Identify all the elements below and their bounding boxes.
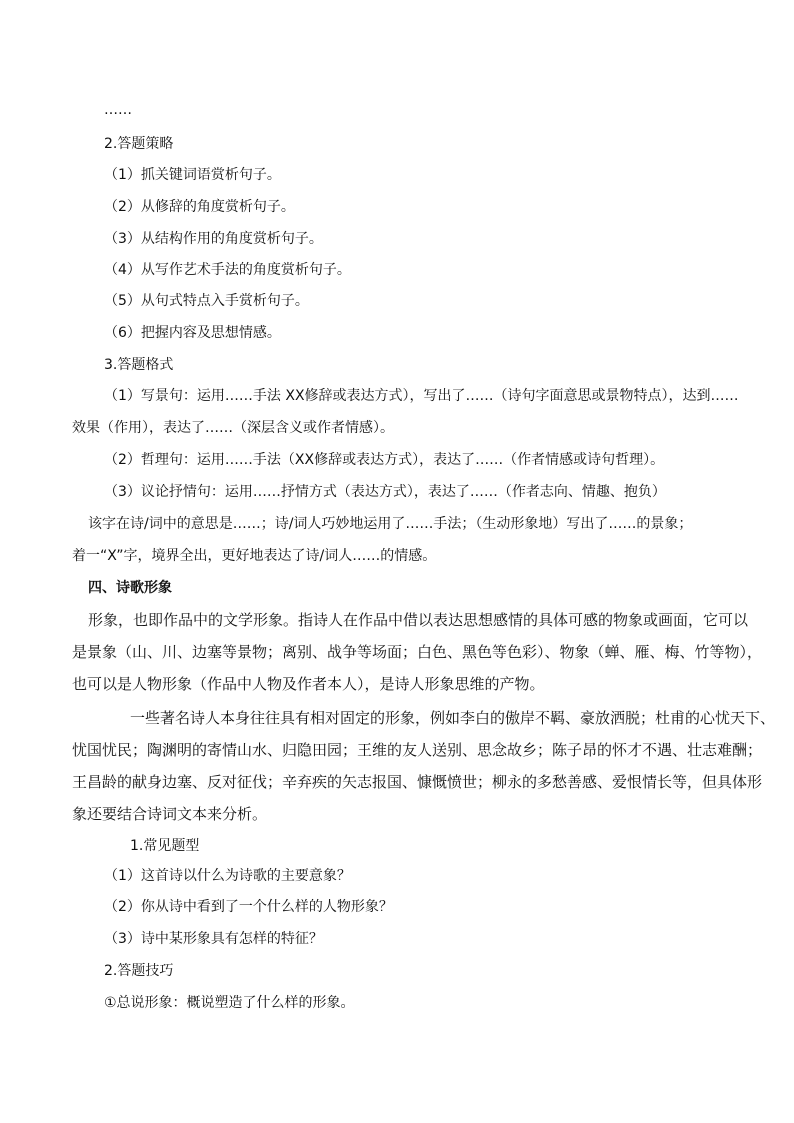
template-line-2: 着一“X”字，境界全出，更好地表达了诗/词人……的情感。 <box>72 548 437 564</box>
strategy-item-1: （1）抓关键词语赏析句子。 <box>104 167 281 183</box>
strategy-item-5: （5）从句式特点入手赏析句子。 <box>104 293 309 309</box>
technique-item-1: ①总说形象：概说塑造了什么样的形象。 <box>104 995 355 1011</box>
question-type-2: （2）你从诗中看到了一个什么样的人物形象？ <box>104 899 393 915</box>
template-line-1: 该字在诗/词中的意思是……；诗/词人巧妙地运用了……手法；（生动形象地）写出了……的景象； <box>88 516 693 532</box>
heading-answer-format: 3.答题格式 <box>104 357 174 373</box>
strategy-item-3: （3）从结构作用的角度赏析句子。 <box>104 231 323 247</box>
paragraph-image-line-1: 形象，也即作品中的文学形象。指诗人在作品中借以表达思想感情的具体可感的物象或画面，它可以 <box>88 611 749 629</box>
format-item-3: （3）议论抒情句：运用……抒情方式（表达方式），表达了……（作者志向、情趣、抱负） <box>104 484 666 500</box>
format-item-1: （1）写景句：运用……手法 XX修辞或表达方式），写出了……（诗句字面意思或景物特点），达到…… <box>104 388 739 404</box>
question-type-1: （1）这首诗以什么为诗歌的主要意象？ <box>104 868 351 884</box>
strategy-item-2: （2）从修辞的角度赏析句子。 <box>104 199 295 215</box>
format-item-2: （2）哲理句：运用……手法（XX修辞或表达方式），表达了……（作者情感或诗句哲理）。 <box>104 452 665 468</box>
paragraph-image-line-2: 是景象（山、川、边塞等景物；离别、战争等场面；白色、黑色等色彩）、物象（蝉、雁、梅、竹等物）， <box>72 643 763 661</box>
question-type-3: （3）诗中某形象具有怎样的特征？ <box>104 931 323 947</box>
ellipsis-line: …… <box>104 102 132 118</box>
paragraph-poets-line-1: 一些著名诗人本身往往具有相对固定的形象，例如李白的傲岸不羁、豪放洒脱；杜甫的心忧天下、 <box>130 709 776 727</box>
paragraph-poets-line-4: 象还要结合诗词文本来分析。 <box>72 805 268 823</box>
heading-answer-techniques: 2.答题技巧 <box>104 963 174 979</box>
paragraph-poets-line-2: 忧国忧民；陶渊明的寄情山水、归隐田园；王维的友人送别、思念故乡；陈子昂的怀才不遇、壮志难酬； <box>72 741 763 759</box>
format-item-1-continued: 效果（作用），表达了……（深层含义或作者情感）。 <box>72 420 394 436</box>
heading-common-question-types: 1.常见题型 <box>130 838 200 854</box>
section-title-poetic-image: 四、诗歌形象 <box>88 580 172 596</box>
paragraph-poets-line-3: 王昌龄的献身边塞、反对征伐；辛弃疾的矢志报国、慷慨愤世；柳永的多愁善感、爱恨情长等，但具体形 <box>72 773 763 791</box>
paragraph-image-line-3: 也可以是人物形象（作品中人物及作者本人），是诗人形象思维的产物。 <box>72 675 545 693</box>
strategy-item-4: （4）从写作艺术手法的角度赏析句子。 <box>104 262 351 278</box>
heading-answer-strategy: 2.答题策略 <box>104 136 174 152</box>
strategy-item-6: （6）把握内容及思想情感。 <box>104 325 281 341</box>
